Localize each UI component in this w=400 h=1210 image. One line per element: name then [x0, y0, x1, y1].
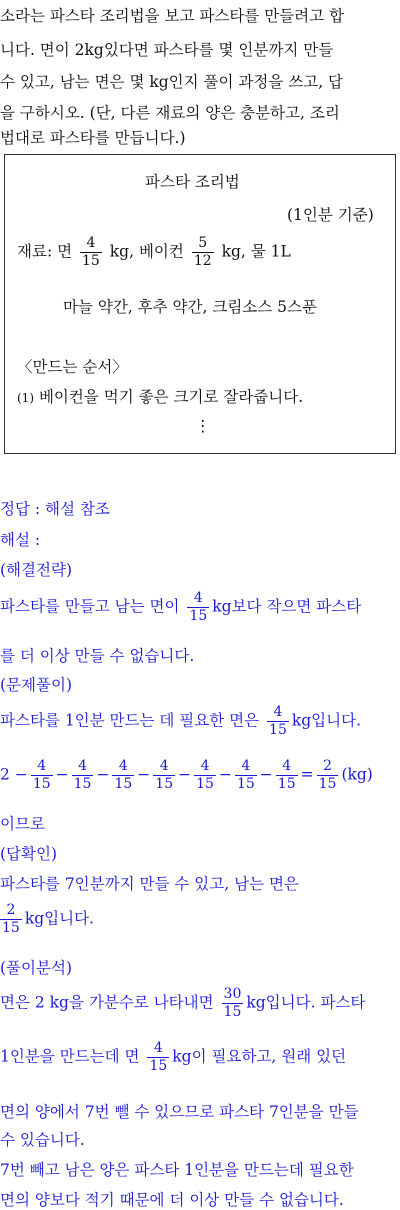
fraction-numerator: 30 [223, 986, 242, 1002]
fraction-numerator: 4 [118, 758, 128, 774]
fraction-numerator: 4 [159, 758, 169, 774]
fraction-numerator: 5 [198, 235, 208, 251]
step-1 [17, 385, 303, 407]
check-line2 [0, 902, 94, 937]
result-fraction [317, 758, 339, 793]
bacon-fraction [192, 235, 214, 270]
solve-fraction [267, 704, 289, 739]
fraction-denominator: 15 [196, 776, 214, 792]
strategy-label: (해결전략) [0, 561, 72, 579]
strategy-text: 파스타를 만들고 남는 면이 [0, 597, 180, 616]
subtract-fraction [112, 758, 134, 793]
problem-line: 수 있고, 남는 면은 몇 kg인지 풀이 과정을 쓰고, 답 [0, 73, 344, 91]
equals-sign: = [300, 765, 314, 784]
minus-sign: − [178, 765, 192, 784]
fraction-denominator: 15 [149, 1058, 168, 1074]
analysis-line4: 수 있습니다. [0, 1131, 85, 1149]
fraction-denominator: 15 [189, 608, 208, 624]
recipe-box [4, 154, 396, 454]
fraction-denominator: 12 [193, 253, 212, 269]
subtract-fraction [235, 758, 257, 793]
fraction-numerator: 4 [241, 758, 251, 774]
analysis-fraction [222, 986, 244, 1021]
fraction-denominator: 15 [223, 1004, 242, 1020]
strategy-text-post: kg보다 작으면 파스타 [212, 597, 362, 616]
minus-sign: − [137, 765, 151, 784]
fraction-denominator: 15 [269, 722, 287, 738]
fraction-denominator: 15 [82, 253, 100, 269]
minus-sign: − [218, 765, 232, 784]
analysis2-text: 1인분을 만드는데 면 [0, 1047, 140, 1066]
fraction-denominator: 15 [114, 776, 133, 792]
analysis-text: 면은 2 kg을 가분수로 나타내면 [0, 993, 214, 1012]
analysis-line2 [0, 1040, 346, 1075]
strategy-fraction [187, 590, 209, 625]
fraction-numerator: 2 [323, 758, 332, 774]
calc-start: 2 [0, 765, 10, 784]
fraction-denominator: 15 [155, 776, 174, 792]
problem-line: 니다. 면이 2kg있다면 파스타를 몇 인분까지 만들 [0, 41, 334, 59]
analysis-line3: 면의 양에서 7번 뺄 수 있으므로 파스타 7인분을 만들 [0, 1103, 359, 1121]
fraction-denominator: 15 [32, 776, 51, 792]
strategy-line2: 를 더 이상 만들 수 없습니다. [0, 647, 195, 665]
solve-text: 파스타를 1인분 만드는 데 필요한 면은 [0, 711, 260, 730]
analysis-line6: 면의 양보다 적기 때문에 더 이상 만들 수 없습니다. [0, 1191, 344, 1209]
problem-line: 법대로 파스타를 만듭니다.) [0, 129, 186, 147]
fraction-numerator: 4 [282, 758, 292, 774]
answer: 정답 : 해설 참조 [0, 500, 110, 518]
ingredients-line [17, 235, 291, 270]
recipe-title: 파스타 조리법 [145, 173, 240, 191]
check-text-post: kg입니다. [24, 909, 94, 928]
solve-text-post: kg입니다. [291, 711, 362, 730]
subtract-fraction [72, 758, 94, 793]
fraction-numerator: 4 [37, 758, 47, 774]
fraction-numerator: 2 [6, 902, 16, 918]
fraction-numerator: 4 [78, 758, 88, 774]
strategy-line [0, 590, 361, 625]
check-label: (답확인) [0, 845, 58, 863]
subtract-fraction [276, 758, 298, 793]
analysis-text-post: kg입니다. 파스타 [246, 993, 366, 1012]
noodle-fraction [80, 235, 102, 270]
ingredients-line2: 마늘 약간, 후추 약간, 크림소스 5스푼 [63, 298, 317, 316]
fraction-denominator: 15 [73, 776, 92, 792]
steps-title: 〈만드는 순서〉 [17, 358, 128, 376]
minus-sign: − [259, 765, 273, 784]
fraction-numerator: 4 [273, 704, 283, 720]
unit-label: (kg) [341, 765, 373, 784]
solve-label: (문제풀이) [0, 676, 72, 694]
minus-sign: − [96, 765, 110, 784]
calc-after: 이므로 [0, 815, 45, 833]
analysis-label: (풀이분석) [0, 959, 72, 977]
fraction-denominator: 15 [236, 776, 255, 792]
subtract-fraction [194, 758, 216, 793]
fraction-numerator: 4 [153, 1040, 163, 1056]
step-1-text: 베이컨을 먹기 좋은 크기로 잘라줍니다. [38, 388, 304, 406]
fraction-numerator: 4 [193, 590, 203, 606]
fraction-denominator: 15 [318, 776, 337, 792]
fraction-denominator: 15 [277, 776, 296, 792]
fraction-denominator: 15 [2, 920, 20, 936]
solve-line [0, 704, 361, 739]
analysis2-fraction [147, 1040, 169, 1075]
analysis-line1 [0, 986, 365, 1021]
noodle-unit: kg, 베이컨 [109, 242, 184, 261]
analysis-line5: 7번 빼고 남은 양은 파스타 1인분을 만드는데 필요한 [0, 1161, 354, 1179]
subtract-fraction [153, 758, 175, 793]
ellipsis: ⋮ [195, 417, 211, 435]
ingredients-prefix: 재료: 면 [17, 242, 73, 261]
analysis2-text-post: kg이 필요하고, 원래 있던 [172, 1047, 347, 1066]
check-fraction [0, 902, 22, 937]
explain-label: 해설 : [0, 531, 41, 549]
check-line: 파스타를 7인분까지 만들 수 있고, 남는 면은 [0, 875, 299, 893]
bacon-unit: kg, 물 1L [221, 242, 291, 261]
minus-sign: − [55, 765, 69, 784]
calc-line [0, 758, 373, 793]
recipe-basis: (1인분 기준) [287, 206, 374, 224]
fraction-numerator: 4 [200, 758, 210, 774]
problem-line: 을 구하시오. (단, 다른 재료의 양은 충분하고, 조리 [0, 104, 340, 122]
step-marker: (1) [17, 391, 34, 405]
subtract-fraction [31, 758, 53, 793]
fraction-numerator: 4 [86, 235, 96, 251]
minus-sign: − [14, 765, 28, 784]
problem-line: 소라는 파스타 조리법을 보고 파스타를 만들려고 합 [0, 7, 344, 25]
